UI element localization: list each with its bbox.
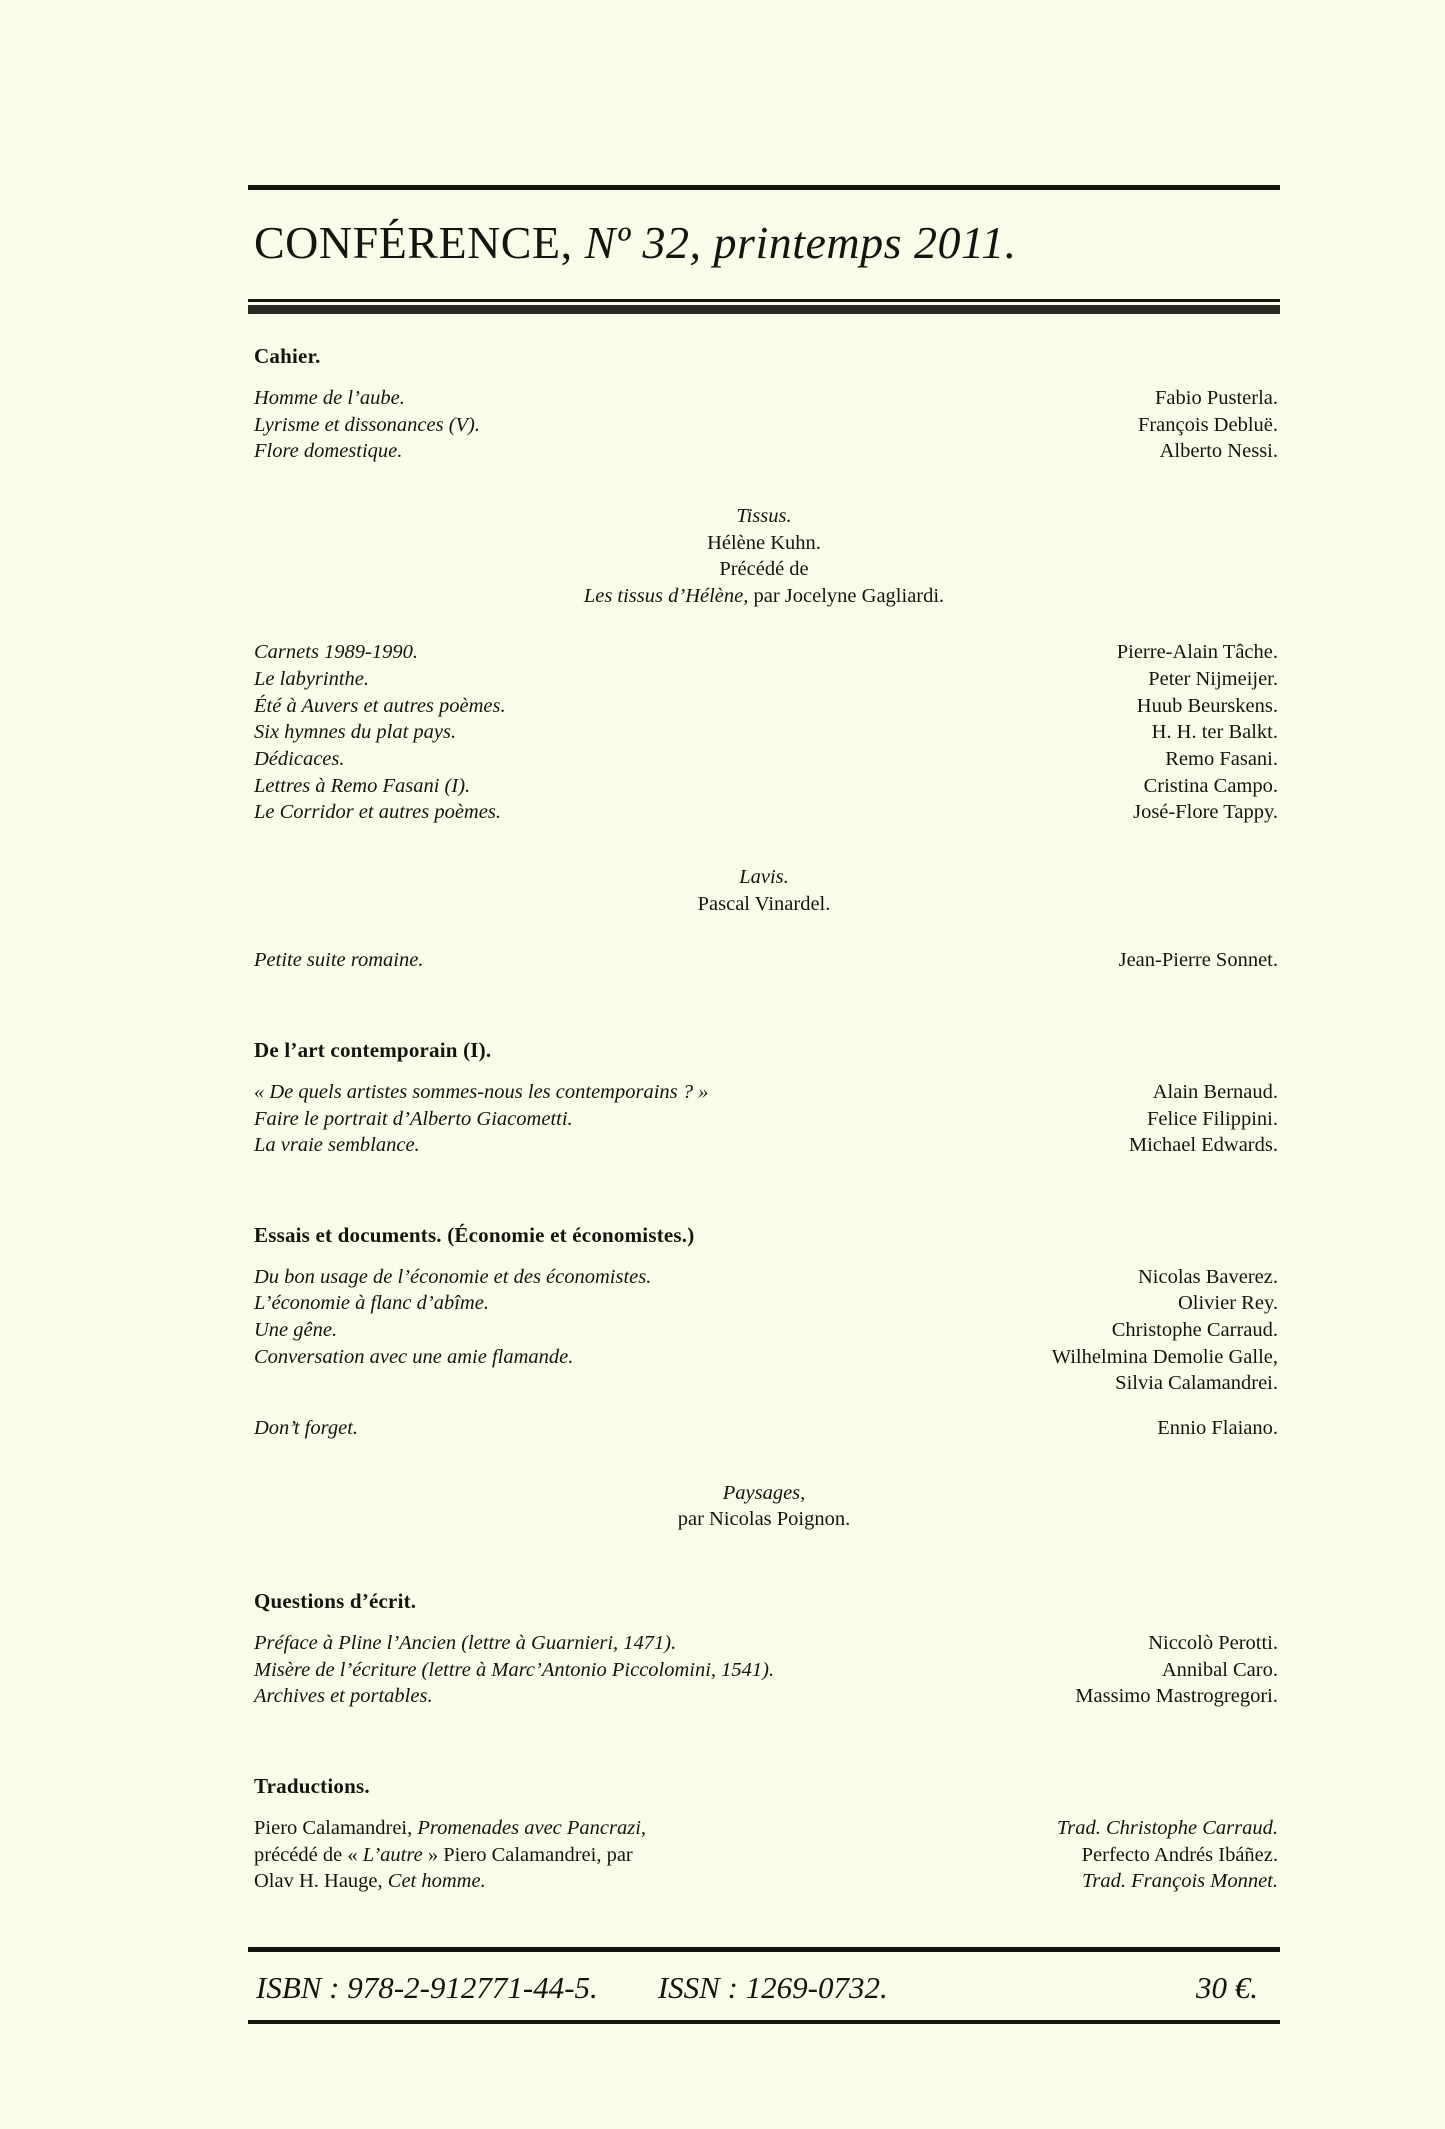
table-row [248,719,1280,746]
centered-note: Précédé de [719,558,809,581]
entry-author-name: Olav H. Hauge, [254,1870,383,1893]
entry-translator: Trad. François Monnet. [1082,1870,1278,1893]
entry-author: Wilhelmina Demolie Galle, [1051,1345,1278,1368]
table-row [248,1630,1280,1657]
entry-title: Lettres à Remo Fasani (I). [254,774,471,797]
entry-author: Alberto Nessi. [1159,440,1278,463]
table-row [248,1344,1280,1371]
entry-author: Silvia Calamandrei. [1115,1372,1278,1395]
entry-title: Le Corridor et autres poèmes. [254,801,501,824]
entry-title: Du bon usage de l’économie et des économistes. [254,1265,652,1288]
table-row [248,1290,1280,1317]
table-row [248,1132,1280,1159]
entry-author: Pierre-Alain Tâche. [1116,641,1278,664]
table-row [248,1415,1280,1442]
journal-name: CONFÉRENCE, [254,217,573,268]
centered-author: Pascal Vinardel. [697,892,831,915]
entry-title: Petite suite romaine. [254,949,424,972]
section-heading-questions-decrit: Questions d’écrit. [254,1588,417,1613]
price-value: 30 €. [1196,1969,1258,2005]
entry-translator: Trad. Christophe Carraud. [1057,1816,1278,1839]
entry-title: Une gêne. [254,1319,338,1342]
centered-subtitle-tail: par Jocelyne Gagliardi. [748,584,945,607]
table-row [248,1657,1280,1684]
entry-group-cahier-poems [248,385,1280,465]
issn-value: ISSN : 1269-0732. [657,1969,888,2005]
entry-prefix: précédé de « [254,1843,363,1866]
entry-author: Nicolas Baverez. [1137,1265,1278,1288]
entry-title: Faire le portrait d’Alberto Giacometti. [254,1107,573,1130]
table-row [248,1317,1280,1344]
table-row [248,1683,1280,1710]
entry-author: Niccolò Perotti. [1148,1631,1278,1654]
table-row [248,385,1280,412]
centered-title: Tissus. [736,504,792,527]
entry-author: Huub Beurskens. [1136,694,1278,717]
entry-author: Ennio Flaiano. [1157,1417,1278,1440]
entry-translator: Perfecto Andrés Ibáñez. [1081,1843,1278,1866]
table-row [248,412,1280,439]
table-row [248,947,1280,974]
table-row [248,1815,1280,1842]
issue-designation: Nº 32, printemps 2011. [584,217,1017,268]
entry-author: Cristina Campo. [1143,774,1278,797]
page-title [248,190,1280,289]
table-row [248,773,1280,800]
entry-title [248,1815,646,1842]
entry-suffix: » Piero Calamandrei, par [422,1843,633,1866]
entry-title: Été à Auvers et autres poèmes. [254,694,506,717]
table-row [248,746,1280,773]
page-content [248,185,1280,2024]
table-row [248,1370,1280,1397]
entry-title: Misère de l’écriture (lettre à Marc’Antonio Piccolomini, 1541). [254,1658,775,1681]
entry-title: Préface à Pline l’Ancien (lettre à Guarnieri, 1471). [254,1631,677,1654]
entry-work-title: L’autre [362,1843,423,1866]
entry-author: François Debluë. [1137,413,1278,436]
centered-author: par Nicolas Poignon. [677,1508,851,1531]
entry-title: Don’t forget. [254,1417,359,1440]
section-heading-traductions: Traductions. [254,1773,370,1798]
entry-work-title: Promenades avec Pancrazi, [412,1816,647,1839]
centered-group-lavis [248,864,1280,917]
entry-title: Carnets 1989-1990. [254,641,418,664]
entry-title [248,1868,486,1895]
entry-author: José-Flore Tappy. [1133,801,1278,824]
section-heading-art-contemporain: De l’art contemporain (I). [254,1037,492,1062]
footer-identifiers [248,1952,1280,2020]
entry-author: Michael Edwards. [1128,1134,1278,1157]
centered-group-paysages [248,1480,1280,1533]
table-row [248,1079,1280,1106]
centered-subtitle [248,583,1280,610]
entry-author-name: Piero Calamandrei, [254,1816,413,1839]
centered-title: Paysages, [722,1481,806,1504]
entry-group-essais-documents [248,1264,1280,1442]
entry-author: Alain Bernaud. [1152,1080,1278,1103]
centered-group-tissus [248,503,1280,610]
entry-author: Fabio Pusterla. [1155,387,1278,409]
entry-author: Olivier Rey. [1177,1292,1278,1315]
entry-title: Archives et portables. [254,1685,433,1708]
entry-title: Le labyrinthe. [254,668,370,691]
entry-title: La vraie semblance. [254,1134,420,1157]
table-row [248,1264,1280,1291]
entry-title: Flore domestique. [254,440,403,463]
centered-title: Lavis. [739,865,789,888]
entry-group-traductions [248,1815,1280,1895]
centered-author: Hélène Kuhn. [707,531,821,554]
section-heading-cahier: Cahier. [254,344,321,368]
entry-author: Remo Fasani. [1165,748,1278,771]
isbn-value: ISBN : 978-2-912771-44-5. [256,1969,598,2005]
entry-title: « De quels artistes sommes-nous les contemporains ? » [254,1080,709,1103]
centered-subtitle-italic: Les tissus d’Hélène, [583,584,749,607]
entry-title: Conversation avec une amie flamande. [254,1345,574,1368]
entry-author: Jean-Pierre Sonnet. [1118,949,1278,972]
entry-author: Felice Filippini. [1147,1107,1278,1130]
table-row [248,1842,1280,1869]
entry-author: Peter Nijmeijer. [1148,668,1278,691]
entry-title: Six hymnes du plat pays. [254,721,457,744]
entry-work-title: Cet homme. [382,1870,486,1893]
table-row [248,1106,1280,1133]
table-row [248,693,1280,720]
entry-group-questions-decrit [248,1630,1280,1710]
table-row [248,639,1280,666]
table-row [248,666,1280,693]
entry-title: L’économie à flanc d’abîme. [254,1292,489,1315]
entry-author: Christophe Carraud. [1111,1319,1278,1342]
entry-title: Lyrisme et dissonances (V). [254,413,480,436]
entry-group-petite-suite [248,947,1280,974]
section-heading-essais-documents: Essais et documents. (Économie et économistes.) [254,1222,695,1247]
rule-thick-bar [248,305,1280,314]
table-row [248,1868,1280,1895]
entry-title: Homme de l’aube. [254,387,405,409]
entry-author: H. H. ter Balkt. [1151,721,1278,744]
entry-group-cahier-carnets [248,639,1280,825]
entry-author: Massimo Mastrogregori. [1075,1685,1278,1708]
title-double-rule [248,299,1280,314]
entry-group-art-contemporain [248,1079,1280,1159]
entry-author: Annibal Caro. [1161,1658,1278,1681]
table-row [248,438,1280,465]
entry-title: Dédicaces. [254,748,345,771]
entry-title-continuation [248,1842,633,1869]
table-row [248,799,1280,826]
footer-bottom-rule [248,2020,1280,2024]
